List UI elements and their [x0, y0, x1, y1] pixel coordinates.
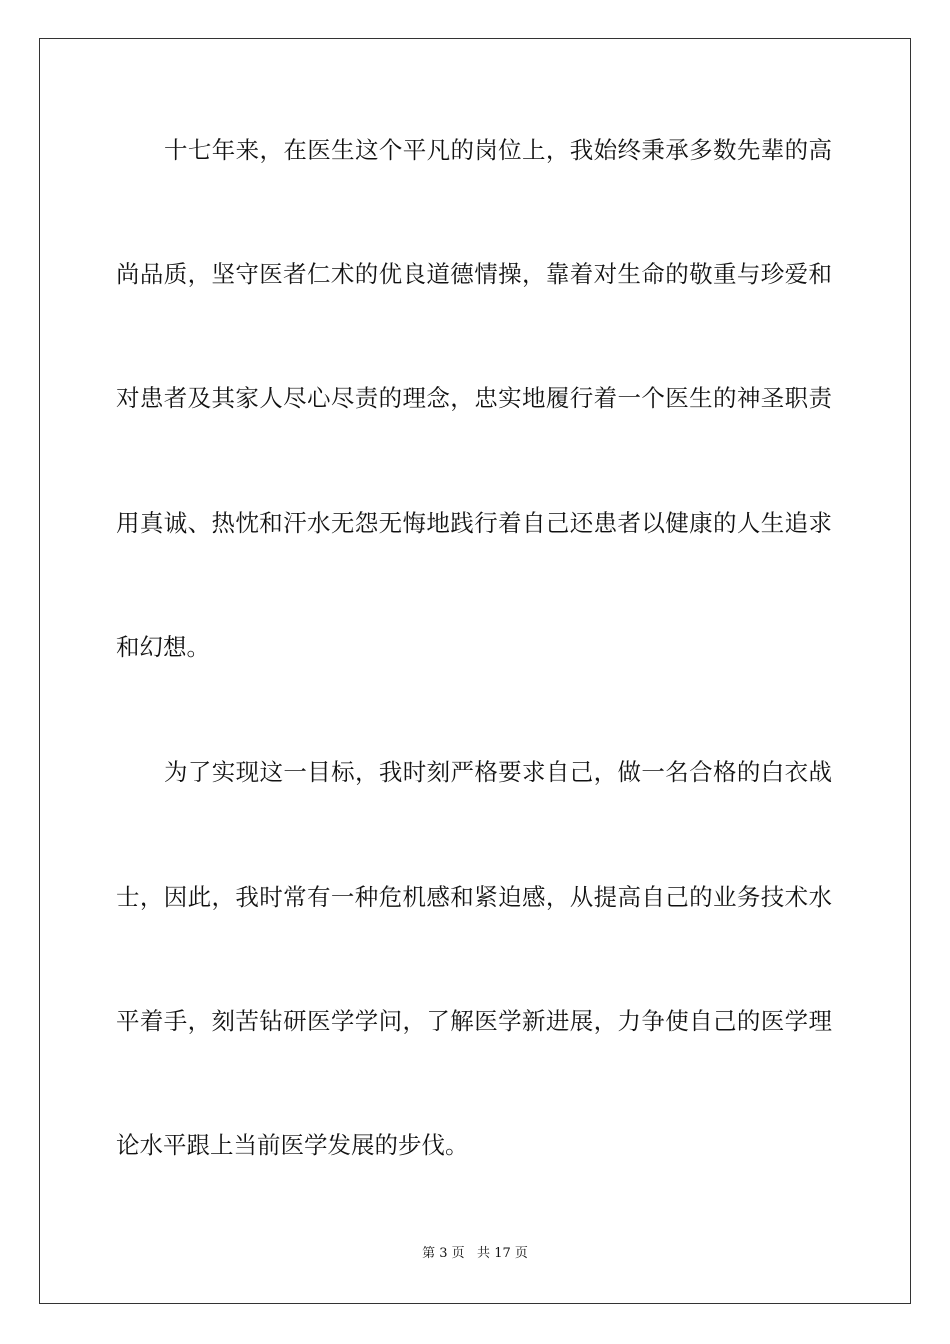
page-number-footer: 第 3 页 共 17 页 [422, 1246, 528, 1261]
text-line: 平着手，刻苦钻研医学学问，了解医学新进展，力争使自己的医学理 [116, 1007, 832, 1035]
text-line: 对患者及其家人尽心尽责的理念，忠实地履行着一个医生的神圣职责 [116, 384, 832, 412]
text-line: 和幻想。 [116, 633, 210, 661]
text-line: 十七年来，在医生这个平凡的岗位上，我始终秉承多数先辈的高 [164, 136, 832, 164]
text-line: 尚品质，坚守医者仁术的优良道德情操，靠着对生命的敬重与珍爱和 [116, 260, 832, 288]
text-line: 为了实现这一目标，我时刻严格要求自己，做一名合格的白衣战 [164, 758, 832, 786]
text-line: 用真诚、热忱和汗水无怨无悔地践行着自己还患者以健康的人生追求 [116, 509, 832, 537]
text-line: 士，因此，我时常有一种危机感和紧迫感，从提高自己的业务技术水 [116, 883, 832, 911]
page-border [39, 38, 911, 1304]
text-line: 论水平跟上当前医学发展的步伐。 [116, 1131, 469, 1159]
